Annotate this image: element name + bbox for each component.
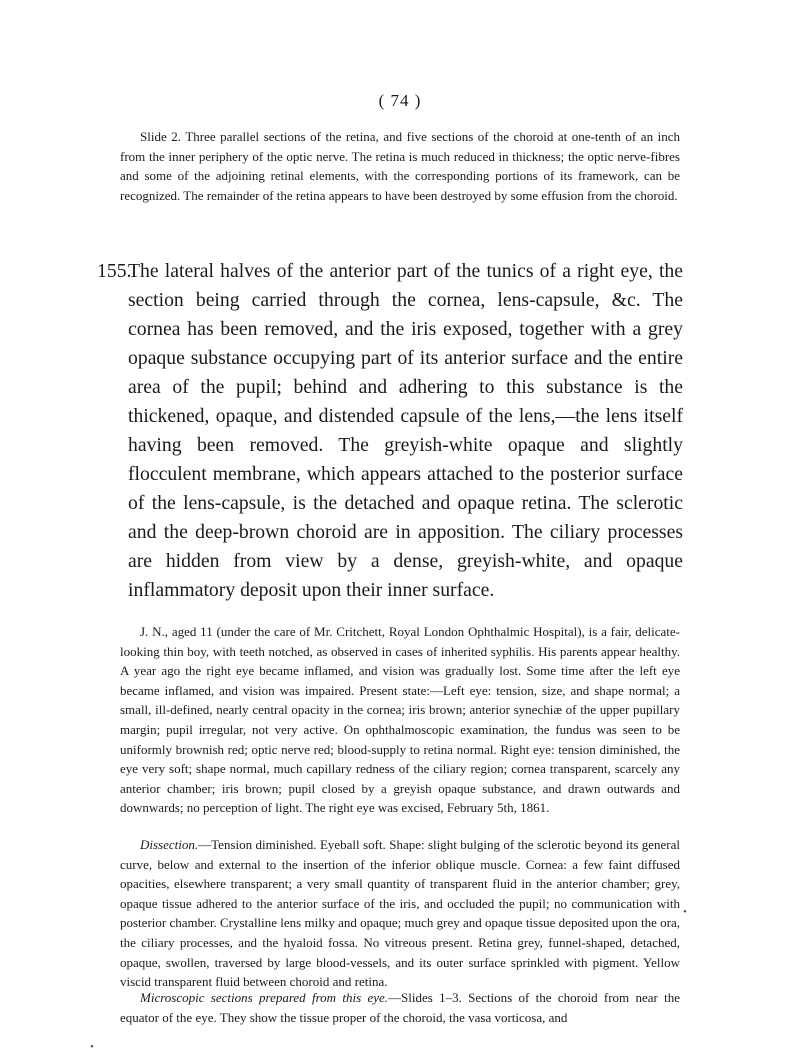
dissection-paragraph [120,835,680,992]
microscopic-text: —Slides 1–3. Sections of the choroid from near the equator of the eye. They show the tissue proper of the choroid, the vasa vorticosa, and [120,990,681,1025]
page-number: ( 74 ) [378,91,422,110]
case-history: J. N., aged 11 (under the care of Mr. Critchett, Royal London Ophthalmic Hospital), is a fair, delicate-looking thin boy, with teeth notched, as observed in cases of inherited syphilis. His parents appear healthy. A year ago the right eye became inflamed, and vision was gradually lost. Some time after the left eye became inflamed, and vision was impaired. Present state:—Left eye: tension, size, and shape normal; a small, ill-defined, nearly central opacity in the cornea; iris brown; anterior synechiæ of the upper pupillary margin; pupil irregular, not very active. On ophthalmoscopic examination, the fundus was seen to be uniformly brownish red; optic nerve red; blood-supply to retina normal. Right eye: tension diminished, the eye very soft; shape normal, much capillary redness of the ciliary region; cornea transparent, scarcely any anterior chamber; iris brown; pupil closed by a greyish opaque substance, and drawn outwards and downwards; no perception of light. The right eye was excised, February 5th, 1861. [120,624,680,816]
margin-mark: • [683,906,687,918]
microscopic-label: Microscopic sections prepared from this eye. [140,990,389,1005]
dissection-text: —Tension diminished. Eyeball soft. Shape: slight bulging of the sclerotic beyond its general curve, below and external to the insertion of the inferior oblique muscle. Cornea: a few faint diffused opacities, elsewhere transparent; a very small quantity of transparent fluid in the anterior chamber; grey, opaque tissue adhered to the anterior surface of the iris, and occluded the pupil; no communication with posterior chamber. Crystalline lens milky and opaque; much grey and opaque tissue deposited upon the ora, the ciliary processes, and the hyaloid fossa. No vitreous present. Retina grey, funnel-shaped, detached, opaque, swollen, traversed by large blood-vessels, and its outer surface sprinkled with pigment. Yellow viscid transparent fluid between choroid and retina. [120,837,680,990]
microscopic-paragraph [120,988,680,1027]
dissection-label: Dissection. [140,837,199,852]
section-number: 155. [97,260,132,282]
slide-2-description: Slide 2. Three parallel sections of the retina, and five sections of the choroid at one-tenth of an inch from the inner periphery of the optic nerve. The retina is much reduced in thickness; the optic nerve-fibres and some of the adjoining retinal elements, with the corresponding portions of its framework, can be recognized. The remainder of the retina appears to have been destroyed by some effusion from the choroid. [120,129,680,203]
margin-mark: • [90,1041,94,1053]
specimen-description: The lateral halves of the anterior part of the tunics of a right eye, the section being carried through the cornea, lens-capsule, &c. The cornea has been removed, and the iris exposed, together with a grey opaque substance occupying part of its anterior surface and the entire area of the pupil; behind and adhering to this substance is the thickened, opaque, and distended capsule of the lens,—the lens itself having been removed. The greyish-white opaque and slightly flocculent membrane, which appears attached to the posterior surface of the lens-capsule, is the detached and opaque retina. The sclerotic and the deep-brown choroid are in apposition. The ciliary processes are hidden from view by a dense, greyish-white, and opaque inflammatory deposit upon their inner surface. [128,260,683,601]
